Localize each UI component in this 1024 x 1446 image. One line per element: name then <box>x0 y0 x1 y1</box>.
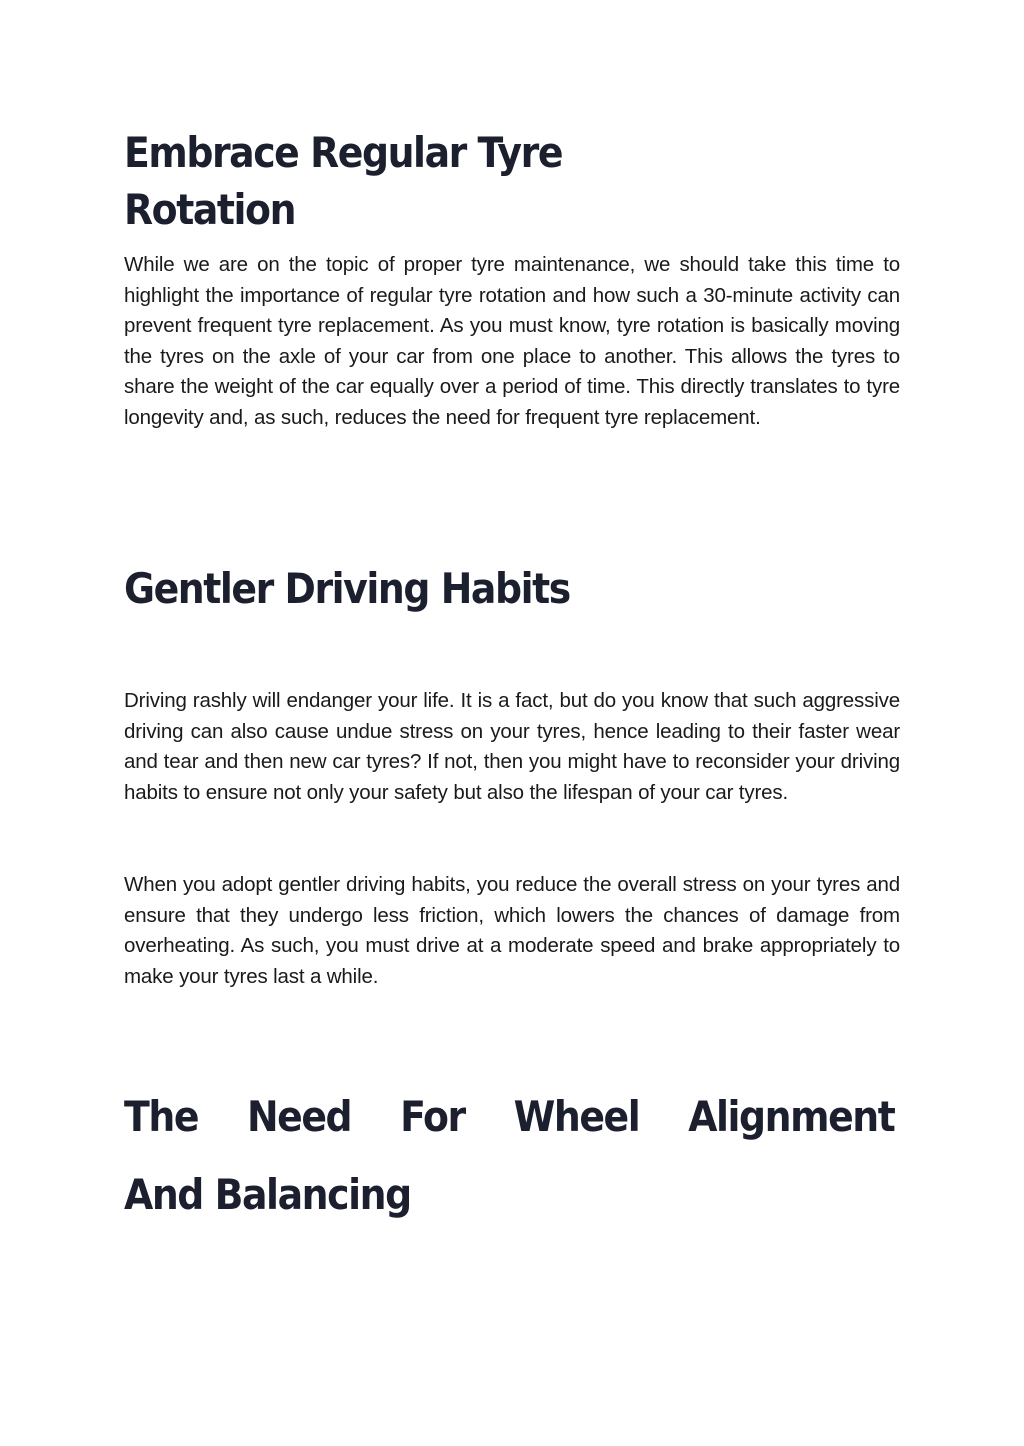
paragraph-tyre-rotation: While we are on the topic of proper tyre maintenance, we should take this time to highlight the importance of regular tyre rotation and how such a 30-minute activity can prevent frequent tyre replacement. As you must know, tyre rotation is basically moving the tyres on the axle of your car from one place to another. This allows the tyres to share the weight of the car equally over a period of time. This directly translates to tyre longevity and, as such, reduces the need for frequent tyre replacement. <box>124 253 900 429</box>
paragraph-driving-rashly: Driving rashly will endanger your life. It is a fact, but do you know that such aggressive driving can also cause undue stress on your tyres, hence leading to their faster wear and tear and then new car tyres? If not, then you might have to reconsider your driving habits to ensure not only your safety but also the lifespan of your car tyres. <box>124 689 900 804</box>
section-heading-wheel-alignment-line1: The Need For Wheel Alignment <box>124 1092 895 1141</box>
section-heading-driving-habits: Gentler Driving Habits <box>124 564 570 613</box>
paragraph-gentler-habits: When you adopt gentler driving habits, you reduce the overall stress on your tyres and ensure that they undergo less friction, which lowers the chances of damage from overheating. As such, you must drive at a moderate speed and brake appropriately to make your tyres last a while. <box>124 873 900 988</box>
section-heading-wheel-alignment-line2: And Balancing <box>124 1170 411 1219</box>
section-heading-tyre-rotation: Embrace Regular Tyre Rotation <box>124 128 563 234</box>
section-heading-wheel-alignment <box>124 1078 894 1234</box>
